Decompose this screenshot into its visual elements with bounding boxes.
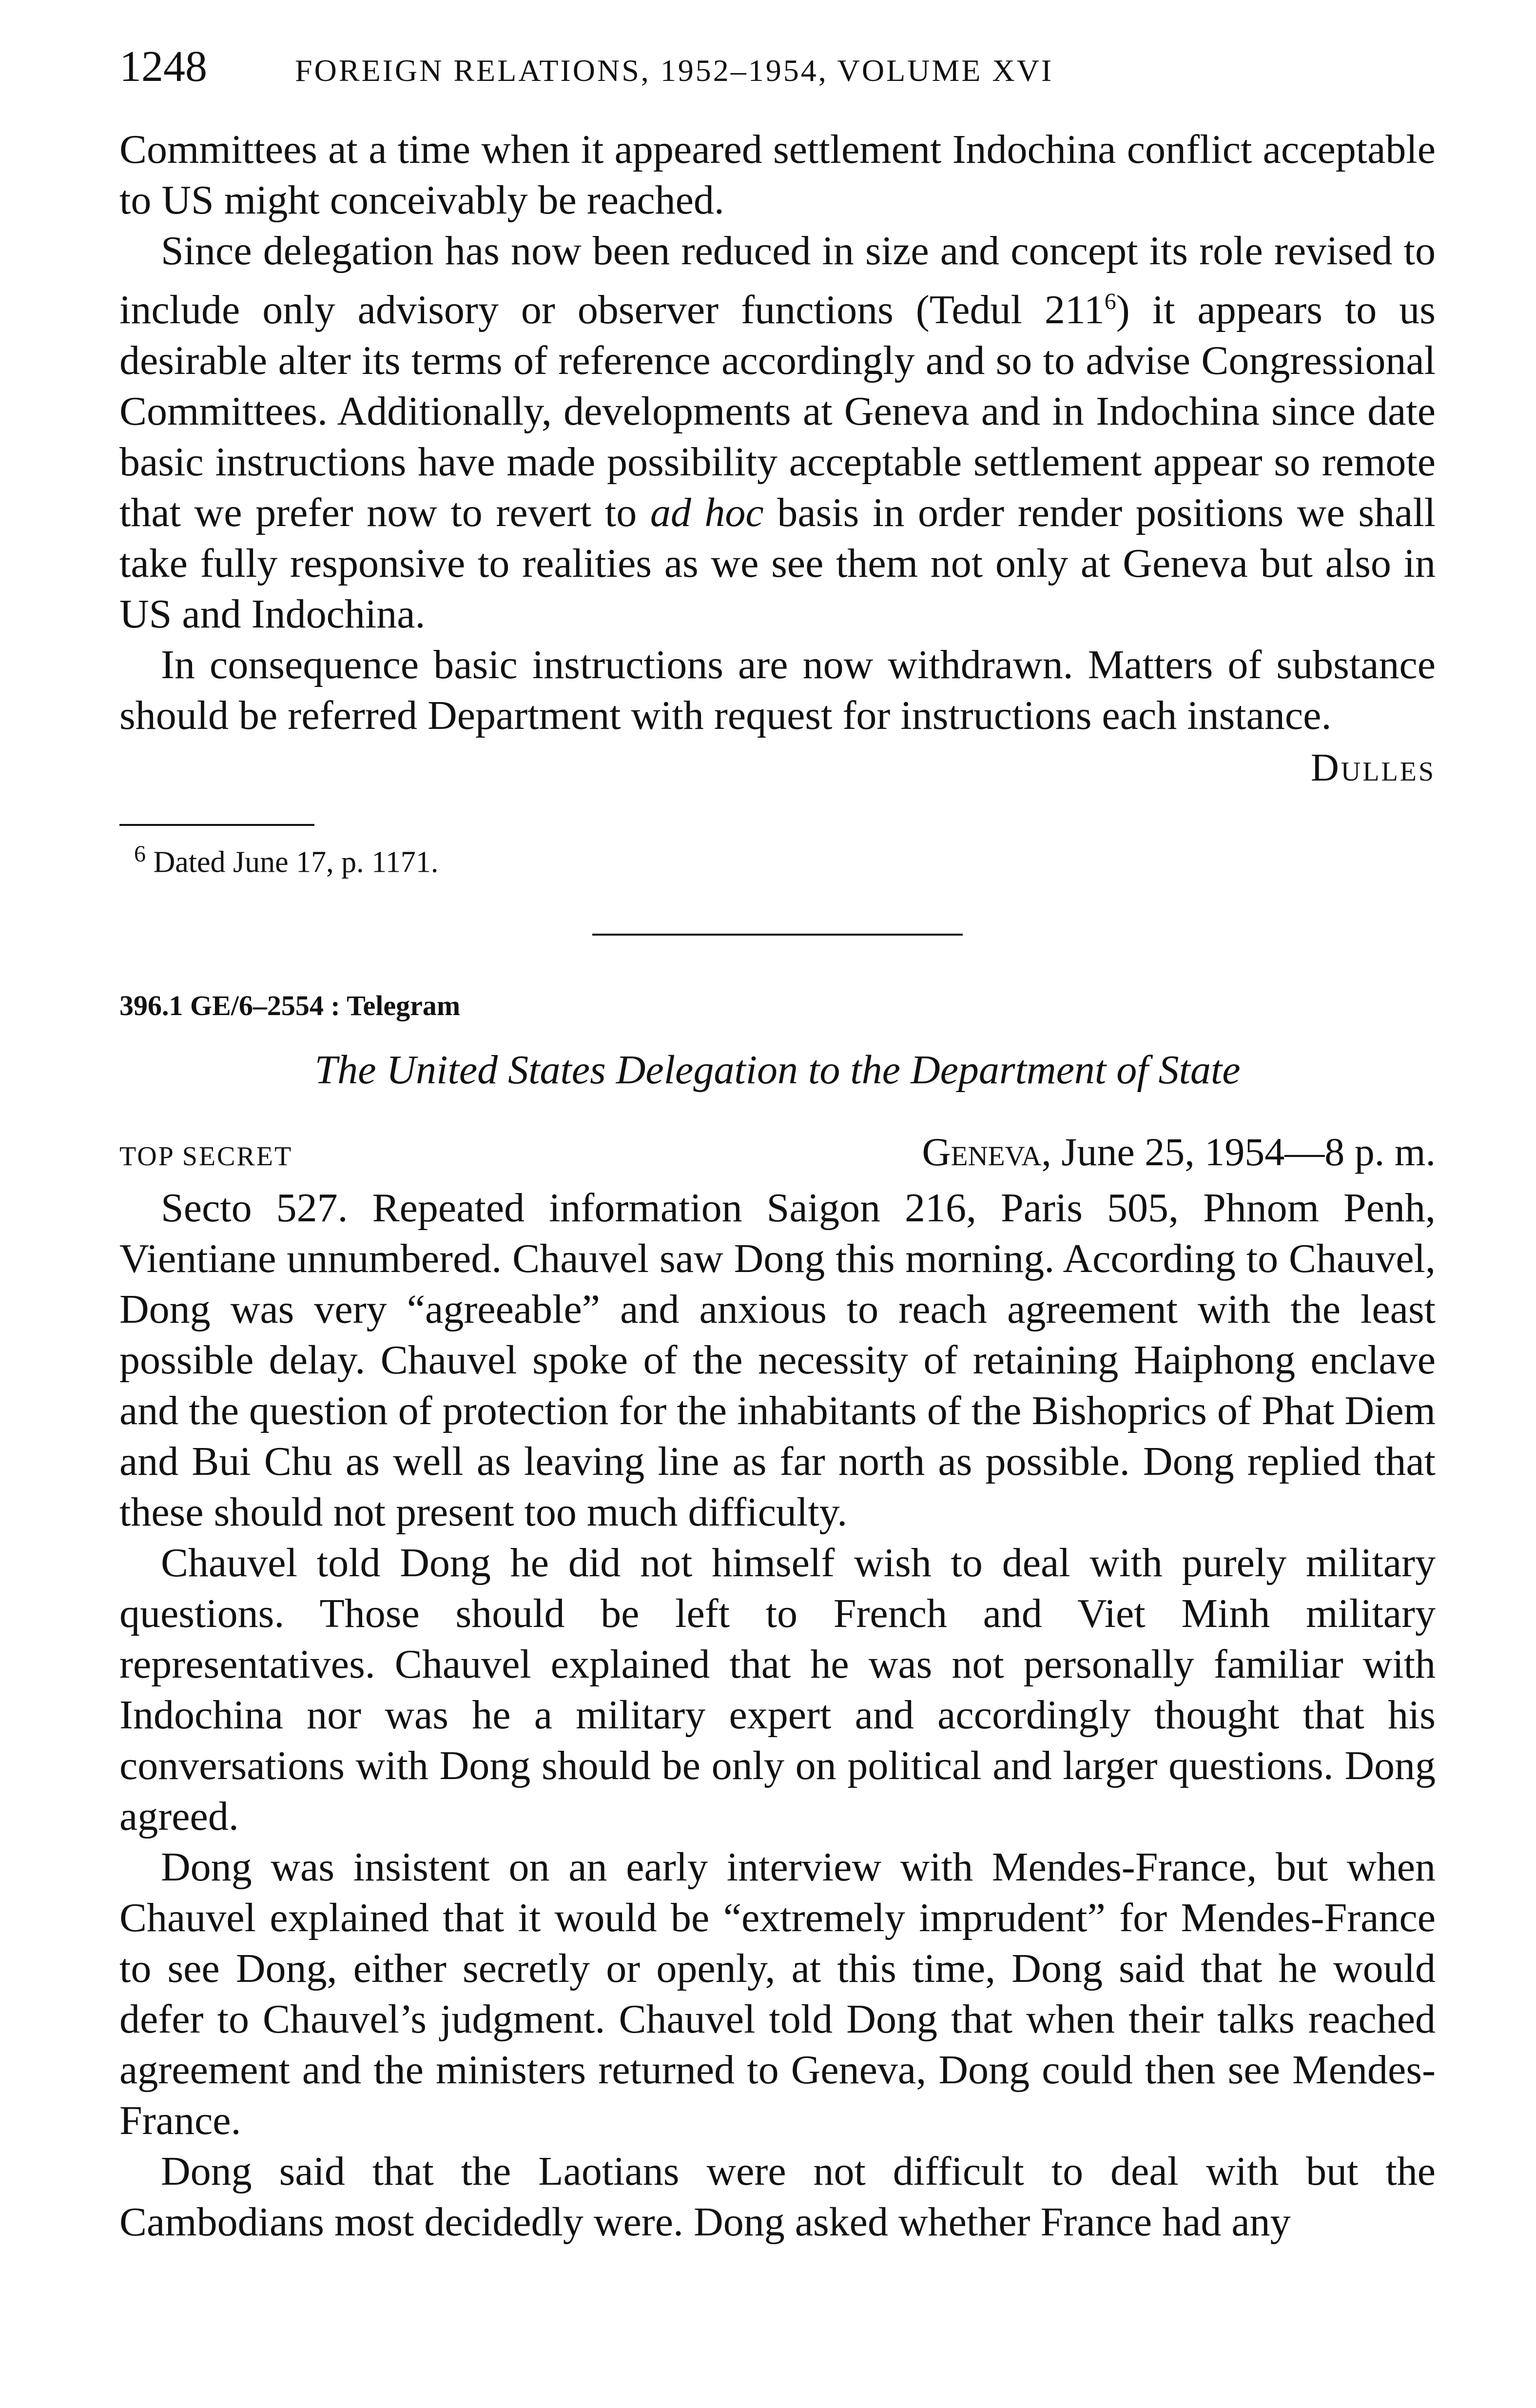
- continuation-paragraph-3: In consequence basic instructions are now withdrawn. Matters of substance should be referred Department with request for instructions each instance.: [119, 642, 1436, 738]
- place-name: Geneva: [922, 1129, 1042, 1174]
- telegram-paragraph-4: Dong said that the Laotians were not difficult to deal with but the Cambodians most decidedly were. Dong asked whether France had any: [119, 2148, 1436, 2245]
- paragraph-2-italic: ad hoc: [650, 490, 764, 535]
- classification-label: TOP SECRET: [119, 1141, 293, 1172]
- footnote-rule: [119, 824, 314, 826]
- telegram-paragraph-1: Secto 527. Repeated information Saigon 216, Paris 505, Phnom Penh, Vientiane unnumbered. Chauvel saw Dong this morning. According to Chauvel, Dong was very “agreeable” and anxious to reach agreement with the least possible delay. Chauvel spoke of the necessity of retaining Haiphong enclave and the question of protection for the inhabitants of the Bishoprics of Phat Diem and Bui Chu as well as leaving line as far north as possible. Dong replied that these should not present too much difficulty.: [119, 1185, 1436, 1535]
- section-divider: [592, 934, 963, 936]
- page-number: 1248: [119, 42, 207, 91]
- signature: Dulles: [1311, 746, 1436, 789]
- telegram-paragraph-2: Chauvel told Dong he did not himself wish to deal with purely military questions. Those should be left to French and Viet Minh military representatives. Chauvel explained that he was not personally familiar with Indochina nor was he a military expert and accordingly thought that his conversations with Dong should be only on political and larger questions. Dong agreed.: [119, 1540, 1436, 1839]
- date-text: , June 25, 1954—8 p. m.: [1041, 1129, 1436, 1174]
- document-title: The United States Delegation to the Department of State: [314, 1047, 1241, 1093]
- footnote: [119, 841, 1436, 880]
- paragraph-2-part-a: Since delegation has now been reduced in size and concept its role revised to include only advisory or observer functions (Tedul 211: [119, 228, 1436, 333]
- document-page: [119, 41, 1436, 2248]
- continuation-paragraph-2: [119, 226, 1436, 640]
- document-file-number: 396.1 GE/6–2554 : Telegram: [119, 989, 461, 1021]
- running-title: FOREIGN RELATIONS, 1952–1954, VOLUME XVI: [295, 53, 1054, 88]
- paragraph-2-part-c: basis in order render positions we shall take fully responsive to realities as we see them not only at Geneva but also in US and Indochina.: [119, 490, 1436, 637]
- dateline: [119, 1129, 1436, 1183]
- telegram-paragraph-3: Dong was insistent on an early interview with Mendes-France, but when Chauvel explained that it would be “extremely imprudent” for Mendes-France to see Dong, either secretly or openly, at this time, Dong said that he would defer to Chauvel’s judgment. Chauvel told Dong that when their talks reached agreement and the ministers returned to Geneva, Dong could then see Mendes-France.: [119, 1844, 1436, 2143]
- continuation-paragraph-1: Committees at a time when it appeared settlement Indochina conflict acceptable to US might conceivably be reached.: [119, 127, 1436, 223]
- place-and-date: [922, 1129, 1436, 1175]
- footnote-mark: 6: [134, 841, 146, 867]
- footnote-text: Dated June 17, p. 1171.: [153, 845, 439, 879]
- page-header: [119, 41, 1436, 124]
- paragraph-2-part-b: ) it appears to us desirable alter its terms of reference accordingly and so to advise Congressional Committees. Additionally, developments at Geneva and in Indochina since date basic instructions have made possibility acceptable settlement appear so remote that we prefer now to revert to: [119, 287, 1436, 535]
- footnote-reference: 6: [1104, 289, 1116, 314]
